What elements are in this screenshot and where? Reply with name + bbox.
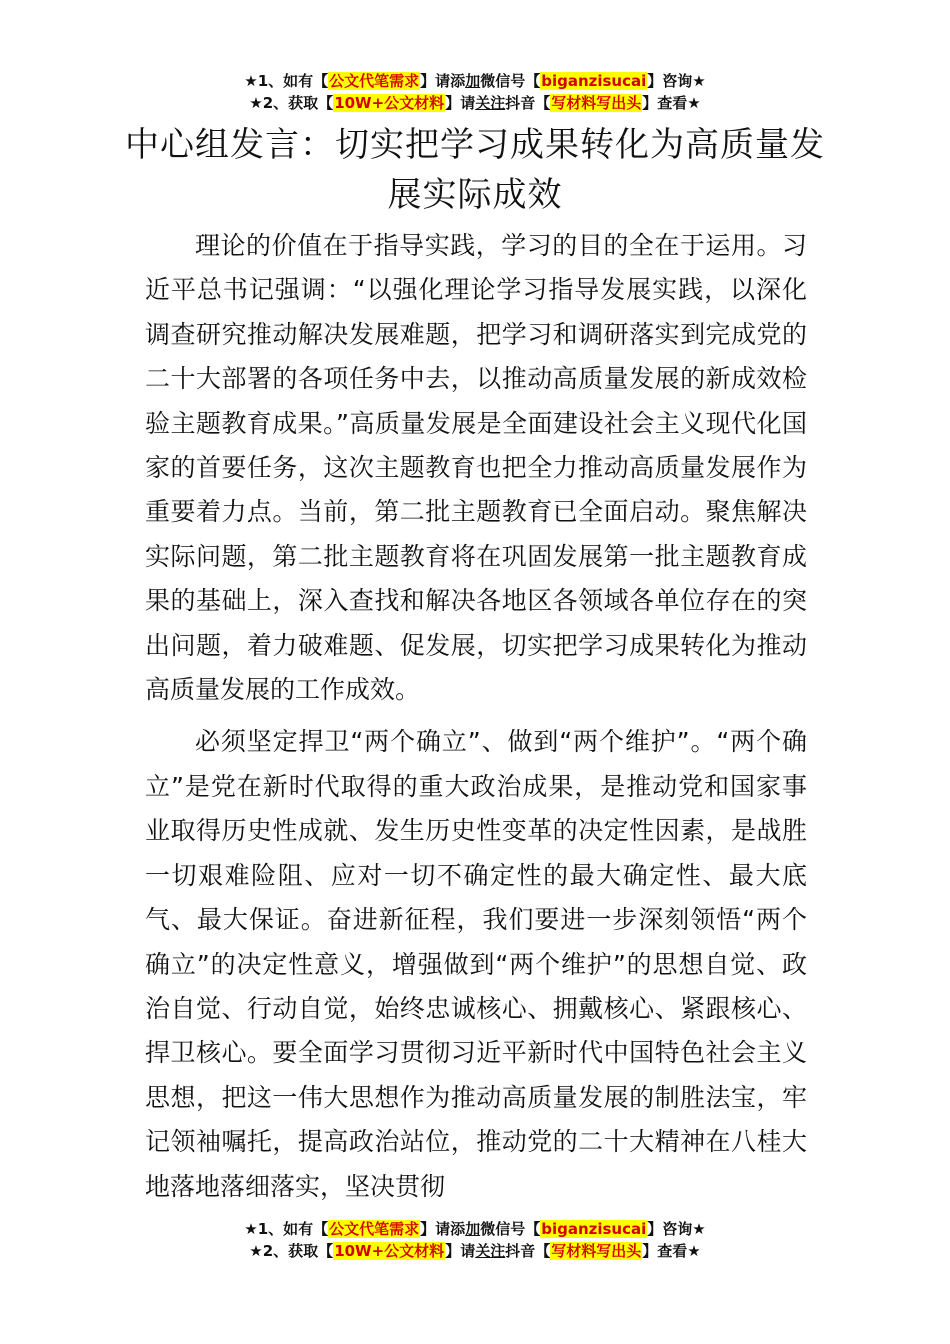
promo-line-1-text-2: 微信号【: [480, 72, 541, 90]
promo-line-1-highlight-service: 公文代笔需求: [329, 72, 420, 90]
promo-line-1-highlight-service: 公文代笔需求: [329, 1220, 420, 1238]
body-paragraph-1: 理论的价值在于指导实践，学习的目的全在于运用。习近平总书记强调：“以强化理论学习指导发展实践，以深化调查研究推动解决发展难题，把学习和调研落实到完成党的二十大部署的各项任务中去，以推动高质量发展的新成效检验主题教育成果。”高质量发展是全面建设社会主义现代化国家的首要任务，这次主题教育也把全力推动高质量发展作为重要着力点。当前，第二批主题教育已全面启动。聚焦解决实际问题，第二批主题教育将在巩固发展第一批主题教育成果的基础上，深入查找和解决各地区各领域各单位存在的突出问题，着力破难题、促发展，切实把学习成果转化为推动高质量发展的工作成效。: [145, 231, 807, 705]
footer-promo-banner: [0, 1218, 950, 1262]
promo-line-1-suffix: 】咨询★: [647, 1220, 706, 1238]
promo-line-2-highlight-materials: 10W+公文材料: [334, 1242, 445, 1260]
promo-line-1: [0, 70, 950, 92]
promo-line-1-text: 】请添: [420, 1220, 466, 1238]
promo-line-1: [0, 1218, 950, 1240]
promo-line-1-prefix: ★1、如有【: [244, 1220, 329, 1238]
promo-line-2-highlight-douyin: 写材料写出头: [551, 94, 642, 112]
promo-line-1-underlined: 加: [465, 1220, 481, 1238]
document-title: 中心组发言：切实把学习成果转化为高质量发展实际成效: [125, 125, 825, 215]
promo-line-2-suffix: 】查看★: [642, 1242, 701, 1260]
promo-line-1-text-2: 微信号【: [480, 1220, 541, 1238]
promo-line-2-text-2: 抖音【: [505, 1242, 551, 1260]
promo-line-2-underlined: 关注: [475, 1242, 506, 1260]
promo-line-2-prefix: ★2、获取【: [249, 94, 334, 112]
document-body: [145, 224, 807, 1209]
promo-line-2-suffix: 】查看★: [642, 94, 701, 112]
header-promo-banner: [0, 70, 950, 114]
promo-line-1-suffix: 】咨询★: [647, 72, 706, 90]
promo-line-2: [0, 1240, 950, 1262]
promo-line-2-highlight-douyin: 写材料写出头: [551, 1242, 642, 1260]
promo-line-1-underlined: 加: [465, 72, 481, 90]
promo-line-2-text: 】请: [445, 94, 476, 112]
promo-line-1-highlight-wechat: biganzisucai: [541, 72, 647, 90]
promo-line-2-underlined: 关注: [475, 94, 506, 112]
promo-line-2-text: 】请: [445, 1242, 476, 1260]
promo-line-1-prefix: ★1、如有【: [244, 72, 329, 90]
body-paragraph-2: 必须坚定捍卫“两个确立”、做到“两个维护”。“两个确立”是党在新时代取得的重大政治成果，是推动党和国家事业取得历史性成就、发生历史性变革的决定性因素，是战胜一切艰难险阻、应对一切不确定性的最大确定性、最大底气、最大保证。奋进新征程，我们要进一步深刻领悟“两个确立”的决定性意义，增强做到“两个维护”的思想自觉、政治自觉、行动自觉，始终忠诚核心、拥戴核心、紧跟核心、捍卫核心。要全面学习贯彻习近平新时代中国特色社会主义思想，把这一伟大思想作为推动高质量发展的制胜法宝，牢记领袖嘱托，提高政治站位，推动党的二十大精神在八桂大地落地落细落实，坚决贯彻: [145, 727, 807, 1201]
promo-line-2: [0, 92, 950, 114]
promo-line-2-highlight-materials: 10W+公文材料: [334, 94, 445, 112]
promo-line-1-highlight-wechat: biganzisucai: [541, 1220, 647, 1238]
promo-line-2-prefix: ★2、获取【: [249, 1242, 334, 1260]
promo-line-1-text: 】请添: [420, 72, 466, 90]
promo-line-2-text-2: 抖音【: [505, 94, 551, 112]
